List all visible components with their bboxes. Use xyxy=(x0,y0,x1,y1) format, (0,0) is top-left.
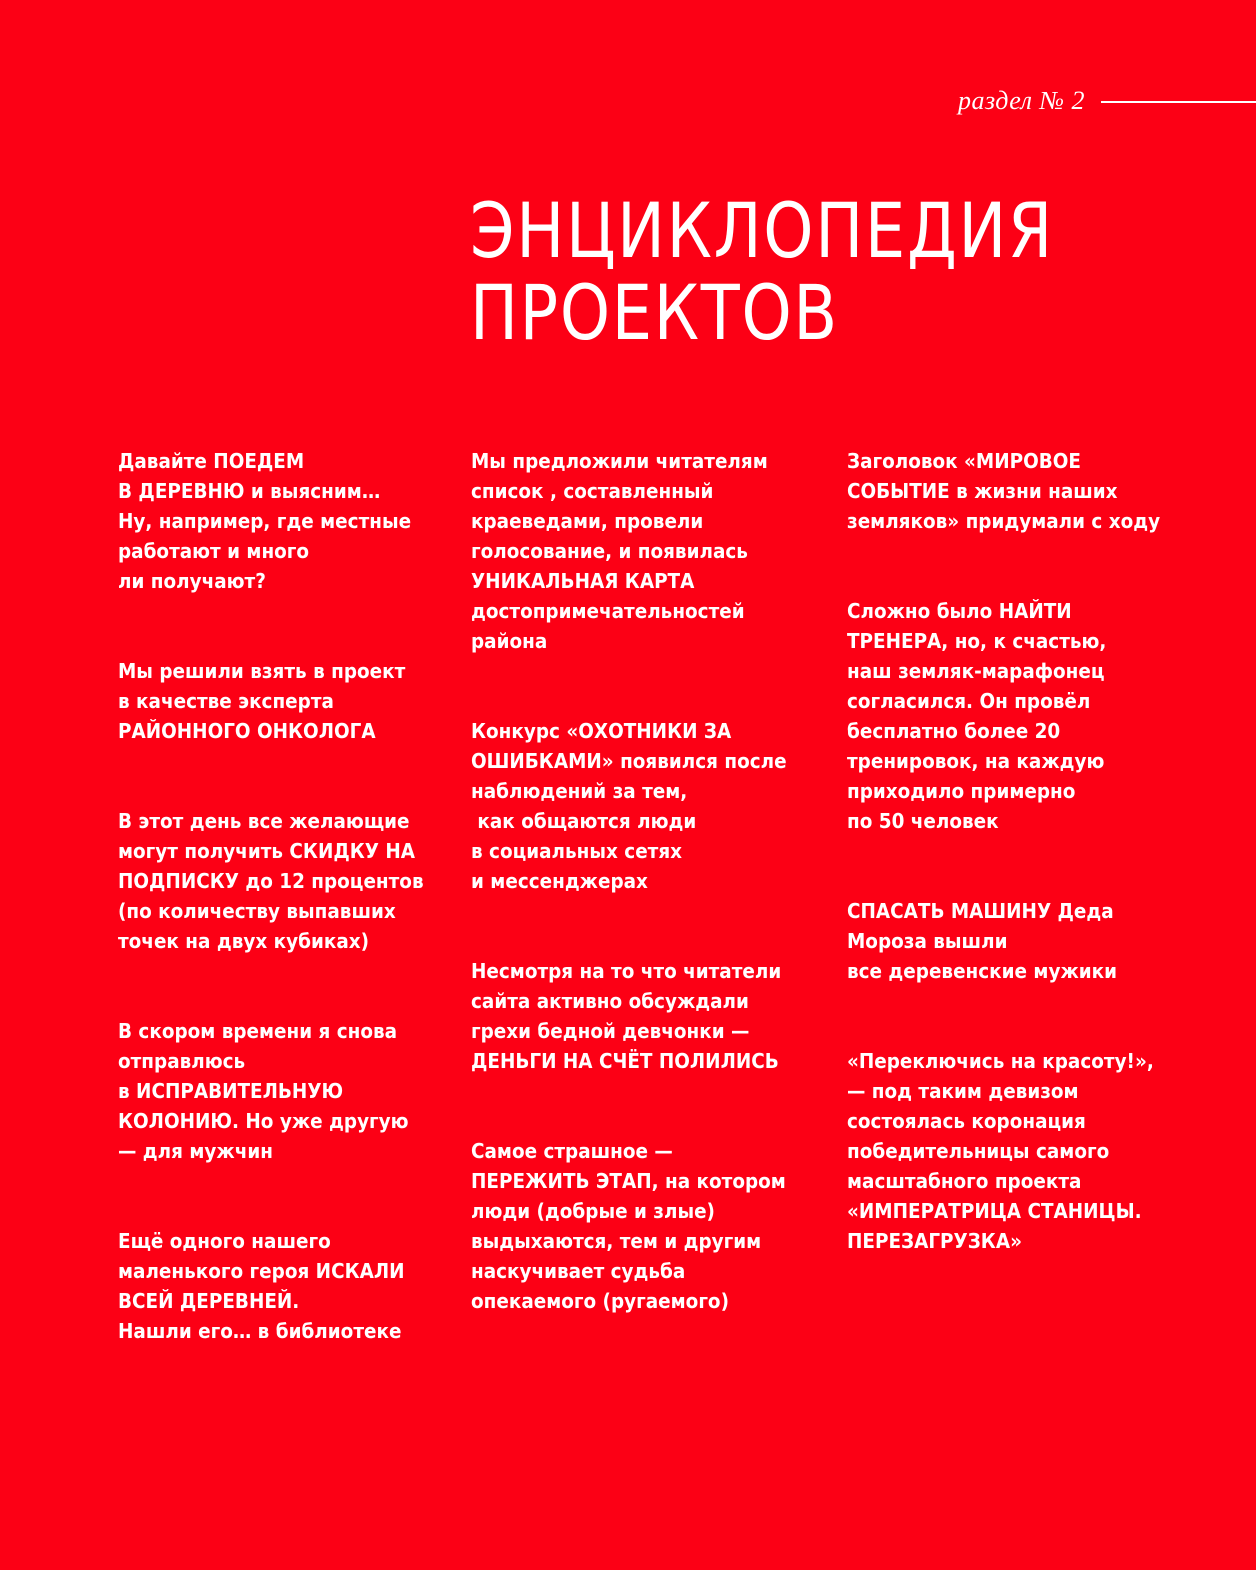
blurb-line: наблюдений за тем, xyxy=(471,779,688,803)
project-blurb-world-event xyxy=(847,446,1160,536)
project-blurb-colony xyxy=(118,1016,409,1166)
blurb-line: тренировок, на каждую xyxy=(847,749,1105,773)
blurb-line: СПАСАТЬ МАШИНУ Деда xyxy=(847,899,1114,923)
blurb-line: ПОДПИСКУ до 12 процентов xyxy=(118,869,424,893)
blurb-line: «Переключись на красоту!», xyxy=(847,1049,1154,1073)
blurb-line: работают и много xyxy=(118,539,310,563)
project-blurb-trainer xyxy=(847,596,1106,836)
blurb-line: Ну, например, где местные xyxy=(118,509,412,533)
project-blurb-discount xyxy=(118,806,424,956)
project-blurb-santa-car xyxy=(847,896,1117,986)
blurb-line: список , составленный xyxy=(471,479,714,503)
blurb-line: Мы предложили читателям xyxy=(471,449,768,473)
blurb-line: ПЕРЕЖИТЬ ЭТАП, на котором xyxy=(471,1169,786,1193)
blurb-line: победительницы самого xyxy=(847,1139,1110,1163)
blurb-line: ПЕРЕЗАГРУЗКА» xyxy=(847,1229,1022,1253)
blurb-line: масштабного проекта xyxy=(847,1169,1082,1193)
blurb-line: в качестве эксперта xyxy=(118,689,334,713)
page-title-line: ПРОЕКТОВ xyxy=(470,268,839,357)
blurb-line: Конкурс «ОХОТНИКИ ЗА xyxy=(471,719,732,743)
blurb-line: выдыхаются, тем и другим xyxy=(471,1229,762,1253)
blurb-line: краеведами, провели xyxy=(471,509,704,533)
project-blurb-villages xyxy=(118,446,411,596)
blurb-line: — для мужчин xyxy=(118,1139,273,1163)
blurb-line: точек на двух кубиках) xyxy=(118,929,370,953)
blurb-line: наскучивает судьба xyxy=(471,1259,686,1283)
page-title-line: ЭНЦИКЛОПЕДИЯ xyxy=(470,186,1054,275)
blurb-line: люди (добрые и злые) xyxy=(471,1199,715,1223)
blurb-line: по 50 человек xyxy=(847,809,999,833)
blurb-line: ОШИБКАМИ» появился после xyxy=(471,749,787,773)
blurb-line: в ИСПРАВИТЕЛЬНУЮ xyxy=(118,1079,344,1103)
blurb-line: грехи бедной девчонки — xyxy=(471,1019,750,1043)
blurb-line: Ещё одного нашего xyxy=(118,1229,331,1253)
blurb-line: состоялась коронация xyxy=(847,1109,1086,1133)
blurb-line: «ИМПЕРАТРИЦА СТАНИЦЫ. xyxy=(847,1199,1142,1223)
blurb-line: наш земляк-марафонец xyxy=(847,659,1105,683)
blurb-line: бесплатно более 20 xyxy=(847,719,1061,743)
project-blurb-oncologist xyxy=(118,656,405,746)
blurb-line: Самое страшное — xyxy=(471,1139,673,1163)
blurb-line: В ДЕРЕВНЮ и выясним… xyxy=(118,479,381,503)
blurb-line: ТРЕНЕРА, но, к счастью, xyxy=(847,629,1107,653)
blurb-line: В этот день все желающие xyxy=(118,809,410,833)
blurb-line: в социальных сетях xyxy=(471,839,683,863)
project-blurb-search xyxy=(118,1226,405,1346)
blurb-line: В скором времени я снова xyxy=(118,1019,398,1043)
blurb-line: отправлюсь xyxy=(118,1049,246,1073)
blurb-line: Мы решили взять в проект xyxy=(118,659,406,683)
blurb-line: сайта активно обсуждали xyxy=(471,989,749,1013)
section-label: раздел № 2 xyxy=(958,86,1086,115)
project-blurb-survive-stage xyxy=(471,1136,786,1316)
blurb-line: района xyxy=(471,629,548,653)
blurb-line: маленького героя ИСКАЛИ xyxy=(118,1259,405,1283)
page-title xyxy=(470,186,1054,357)
blurb-line: земляков» придумали с ходу xyxy=(847,509,1161,533)
blurb-line: Сложно было НАЙТИ xyxy=(847,599,1072,623)
blurb-line: ДЕНЬГИ НА СЧЁТ ПОЛИЛИСЬ xyxy=(471,1049,779,1073)
project-blurb-empress xyxy=(847,1046,1154,1256)
blurb-line: РАЙОННОГО ОНКОЛОГА xyxy=(118,719,376,743)
blurb-line: Несмотря на то что читатели xyxy=(471,959,782,983)
blurb-line: согласился. Он провёл xyxy=(847,689,1091,713)
blurb-line: (по количеству выпавших xyxy=(118,899,396,923)
blurb-line: приходило примерно xyxy=(847,779,1076,803)
blurb-line: КОЛОНИЮ. Но уже другую xyxy=(118,1109,409,1133)
blurb-line: голосование, и появилась xyxy=(471,539,748,563)
blurb-line: и мессенджерах xyxy=(471,869,648,893)
blurb-line: опекаемого (ругаемого) xyxy=(471,1289,729,1313)
section-divider xyxy=(1101,101,1256,103)
blurb-line: все деревенские мужики xyxy=(847,959,1118,983)
blurb-line: УНИКАЛЬНАЯ КАРТА xyxy=(471,569,695,593)
blurb-line: СОБЫТИЕ в жизни наших xyxy=(847,479,1118,503)
blurb-line: Заголовок «МИРОВОЕ xyxy=(847,449,1082,473)
section-marker xyxy=(958,84,1256,118)
project-blurb-fundraising xyxy=(471,956,781,1076)
blurb-line: — под таким девизом xyxy=(847,1079,1079,1103)
project-blurb-map xyxy=(471,446,768,656)
project-blurb-error-hunters xyxy=(471,716,787,896)
blurb-line: ВСЕЙ ДЕРЕВНЕЙ. xyxy=(118,1289,300,1313)
blurb-line: достопримечательностей xyxy=(471,599,745,623)
blurb-line: как общаются люди xyxy=(471,809,697,833)
blurb-line: ли получают? xyxy=(118,569,266,593)
blurb-line: Нашли его… в библиотеке xyxy=(118,1319,402,1343)
blurb-line: могут получить СКИДКУ НА xyxy=(118,839,416,863)
blurb-line: Давайте ПОЕДЕМ xyxy=(118,449,305,473)
blurb-line: Мороза вышли xyxy=(847,929,1008,953)
